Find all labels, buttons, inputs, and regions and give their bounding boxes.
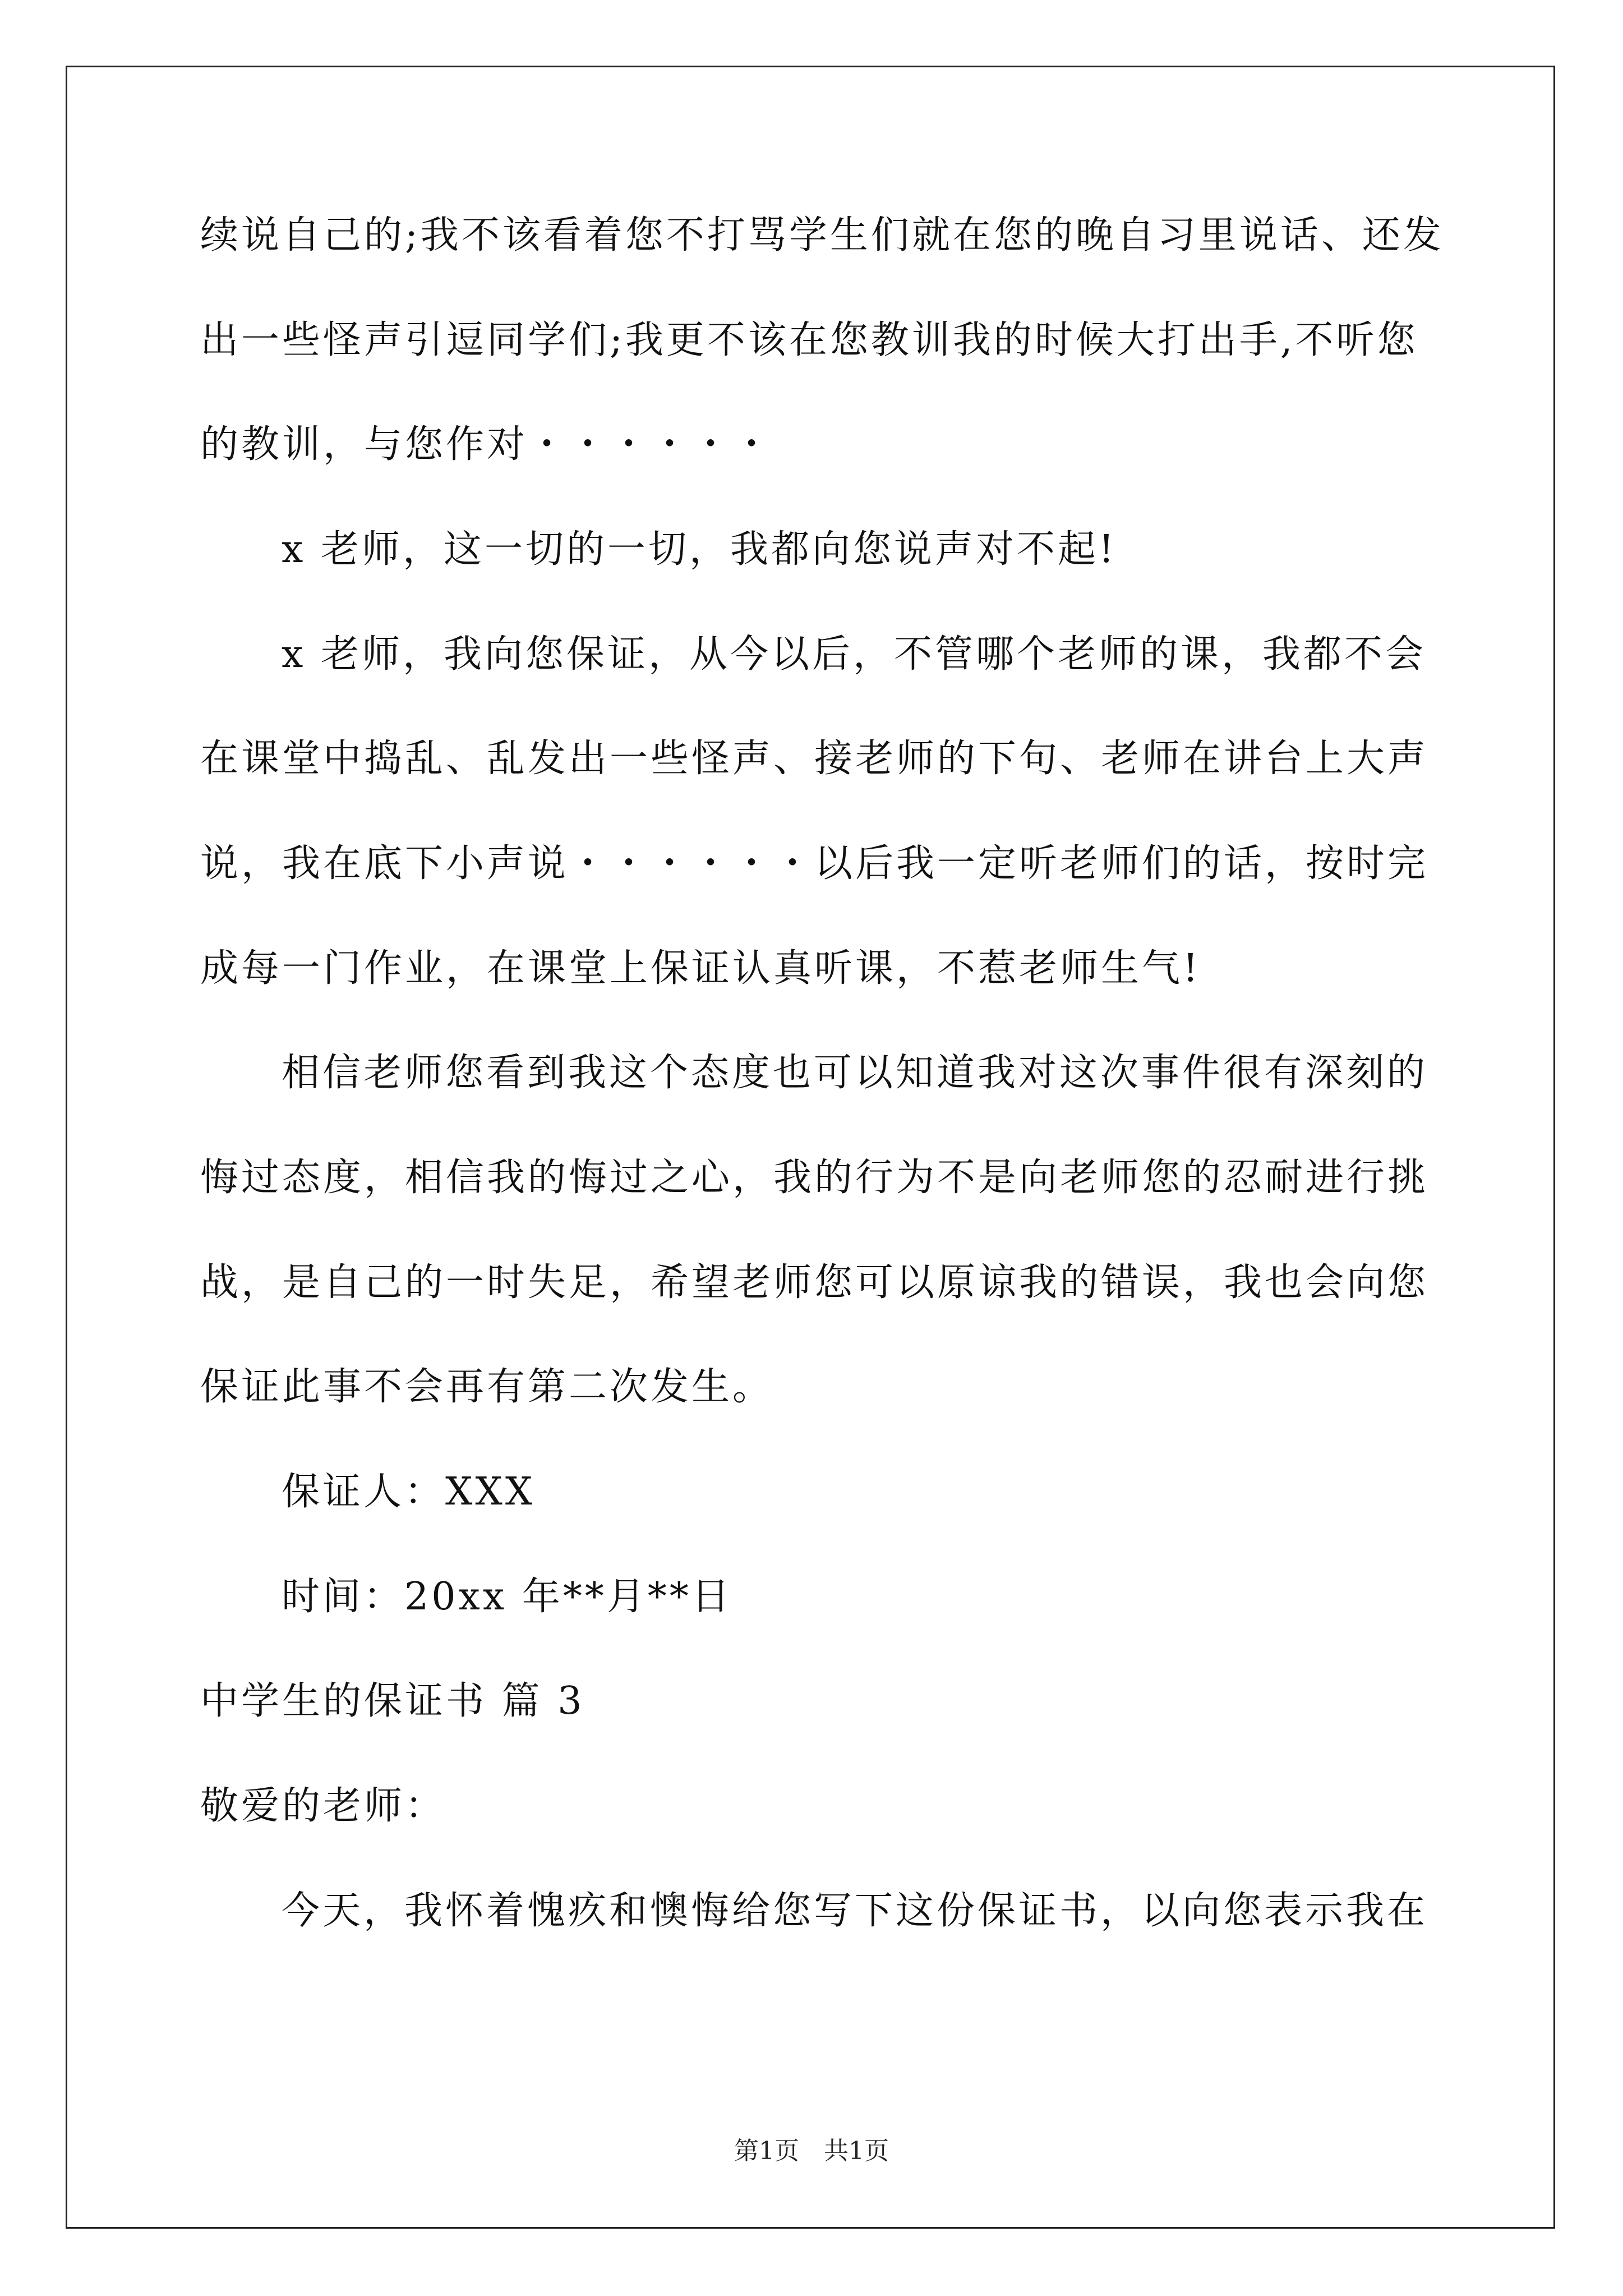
body-line: 在课堂中捣乱、乱发出一些怪声、接老师的下句、老师在讲台上大声 — [200, 737, 1429, 781]
body-line: x 老师，这一切的一切，我都向您说声对不起! — [282, 527, 1117, 572]
signatory-line: 保证人：XXX — [282, 1470, 536, 1514]
body-line: 说，我在底下小声说・・・・・・以后我一定听老师们的话，按时完 — [200, 841, 1429, 886]
salutation-line: 敬爱的老师： — [200, 1784, 446, 1828]
body-line: x 老师，我向您保证，从今以后，不管哪个老师的课，我都不会 — [282, 632, 1426, 677]
body-line: 续说自己的;我不该看着您不打骂学生们就在您的晚自习里说话、还发 — [200, 213, 1444, 257]
body-line: 今天，我怀着愧疚和懊悔给您写下这份保证书，以向您表示我在 — [282, 1889, 1428, 1933]
body-line: 保证此事不会再有第二次发生。 — [200, 1365, 774, 1409]
date-line: 时间：20xx 年**月**日 — [282, 1575, 732, 1619]
body-line: 战，是自己的一时失足，希望老师您可以原谅我的错误，我也会向您 — [200, 1260, 1429, 1305]
body-line: 出一些怪声引逗同学们;我更不该在您教训我的时候大打出手,不听您 — [200, 318, 1418, 362]
body-line: 的教训，与您作对・・・・・・ — [200, 422, 774, 467]
section-heading: 中学生的保证书 篇 3 — [200, 1679, 585, 1723]
body-line: 相信老师您看到我这个态度也可以知道我对这次事件很有深刻的 — [282, 1051, 1428, 1095]
body-line: 悔过态度，相信我的悔过之心，我的行为不是向老师您的忍耐进行挑 — [200, 1156, 1429, 1200]
page-footer: 第1页 共1页 — [734, 2137, 889, 2165]
body-line: 成每一门作业，在课堂上保证认真听课，不惹老师生气! — [200, 946, 1201, 991]
